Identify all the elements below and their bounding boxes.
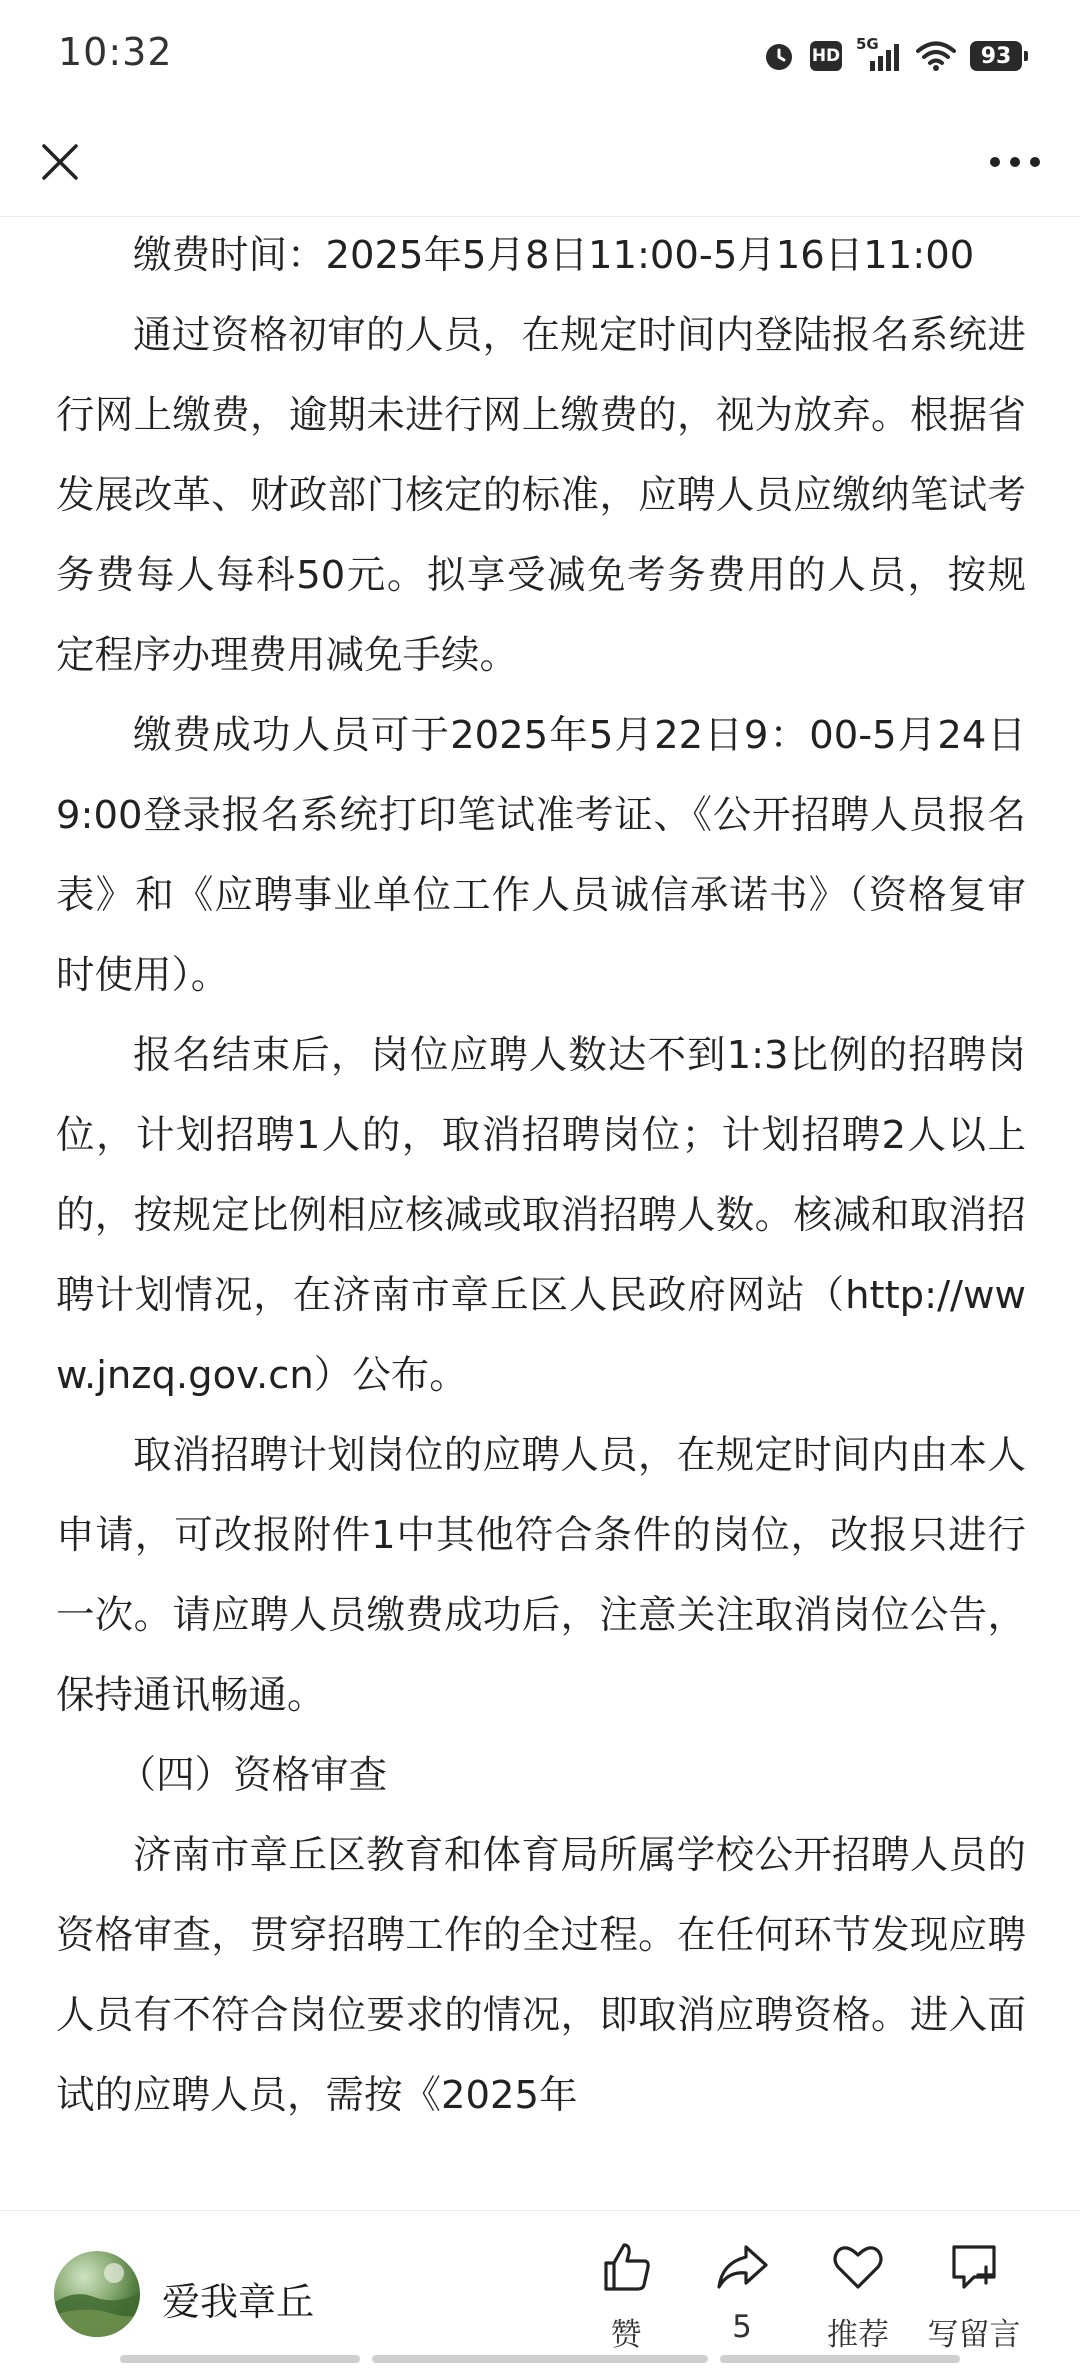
battery-level: 93 — [980, 43, 1012, 69]
article-paragraph-payment-time: 缴费时间：2025年5月8日11:00-5月16日11:00 — [133, 233, 975, 278]
wifi-icon — [916, 40, 956, 72]
article-paragraph-cancel-post: 取消招聘计划岗位的应聘人员，在规定时间内由本人申请，可改报附件1中其他符合条件的岗位，改报只进行一次。请应聘人员缴费成功后，注意关注取消岗位公告，保持通讯畅通。 — [56, 1433, 1026, 1718]
article-paragraph-payment-rules: 通过资格初审的人员，在规定时间内登陆报名系统进行网上缴费，逾期未进行网上缴费的，视为放弃。根据省发展改革、财政部门核定的标准，应聘人员应缴纳笔试考务费每人每科50元。拟享受减免考务费用的人员，按规定程序办理费用减免手续。 — [56, 313, 1026, 678]
recommend-label: 推荐 — [827, 2317, 889, 2353]
more-button[interactable] — [980, 132, 1050, 192]
close-button[interactable] — [30, 132, 90, 192]
top-nav — [0, 110, 1080, 217]
more-icon — [989, 156, 1041, 168]
status-time: 10:32 — [58, 30, 173, 74]
article-section-heading: （四）资格审查 — [117, 1753, 388, 1798]
article-paragraph-qualification: 济南市章丘区教育和体育局所属学校公开招聘人员的资格审查，贯穿招聘工作的全过程。在任何环节发现应聘人员有不符合岗位要求的情况，即取消应聘资格。进入面试的应聘人员，需按《2025年 — [56, 1833, 1026, 2118]
like-button[interactable] — [566, 2239, 686, 2354]
share-count: 5 — [732, 2309, 752, 2345]
home-indicator-segment — [372, 2355, 708, 2363]
network-label: 5G — [856, 35, 879, 53]
heart-icon — [830, 2239, 886, 2295]
account-avatar[interactable] — [54, 2251, 140, 2337]
comment-label: 写留言 — [927, 2317, 1021, 2353]
like-label: 赞 — [610, 2317, 642, 2353]
battery-icon — [970, 41, 1022, 71]
hd-icon — [810, 41, 842, 71]
home-indicator[interactable] — [120, 2355, 360, 2363]
home-indicator-segment — [720, 2355, 960, 2363]
thumbs-up-icon — [598, 2239, 654, 2295]
account-name[interactable]: 爱我章丘 — [162, 2280, 315, 2324]
bottom-bar — [0, 2210, 1080, 2376]
article-body — [56, 216, 1026, 2210]
status-bar — [0, 0, 1080, 110]
status-icons — [762, 36, 1022, 76]
comment-add-icon — [946, 2239, 1002, 2295]
signal-icon — [856, 35, 902, 73]
article-paragraph-ratio: 报名结束后，岗位应聘人数达不到1:3比例的招聘岗位，计划招聘1人的，取消招聘岗位；计划招聘2人以上的，按规定比例相应核减或取消招聘人数。核减和取消招聘计划情况，在济南市章丘区人民政府网站（http://www.jnzq.gov.cn）公布。 — [56, 1033, 1026, 1398]
recommend-button[interactable] — [798, 2239, 918, 2354]
share-button[interactable] — [682, 2239, 802, 2345]
comment-button[interactable] — [914, 2239, 1034, 2354]
close-icon — [40, 142, 80, 182]
article-paragraph-admission-ticket: 缴费成功人员可于2025年5月22日9：00-5月24日9:00登录报名系统打印笔试准考证、《公开招聘人员报名表》和《应聘事业单位工作人员诚信承诺书》（资格复审时使用）。 — [56, 713, 1026, 998]
share-icon — [714, 2239, 770, 2295]
hd-label: HD — [811, 46, 841, 66]
alarm-icon — [762, 39, 796, 73]
